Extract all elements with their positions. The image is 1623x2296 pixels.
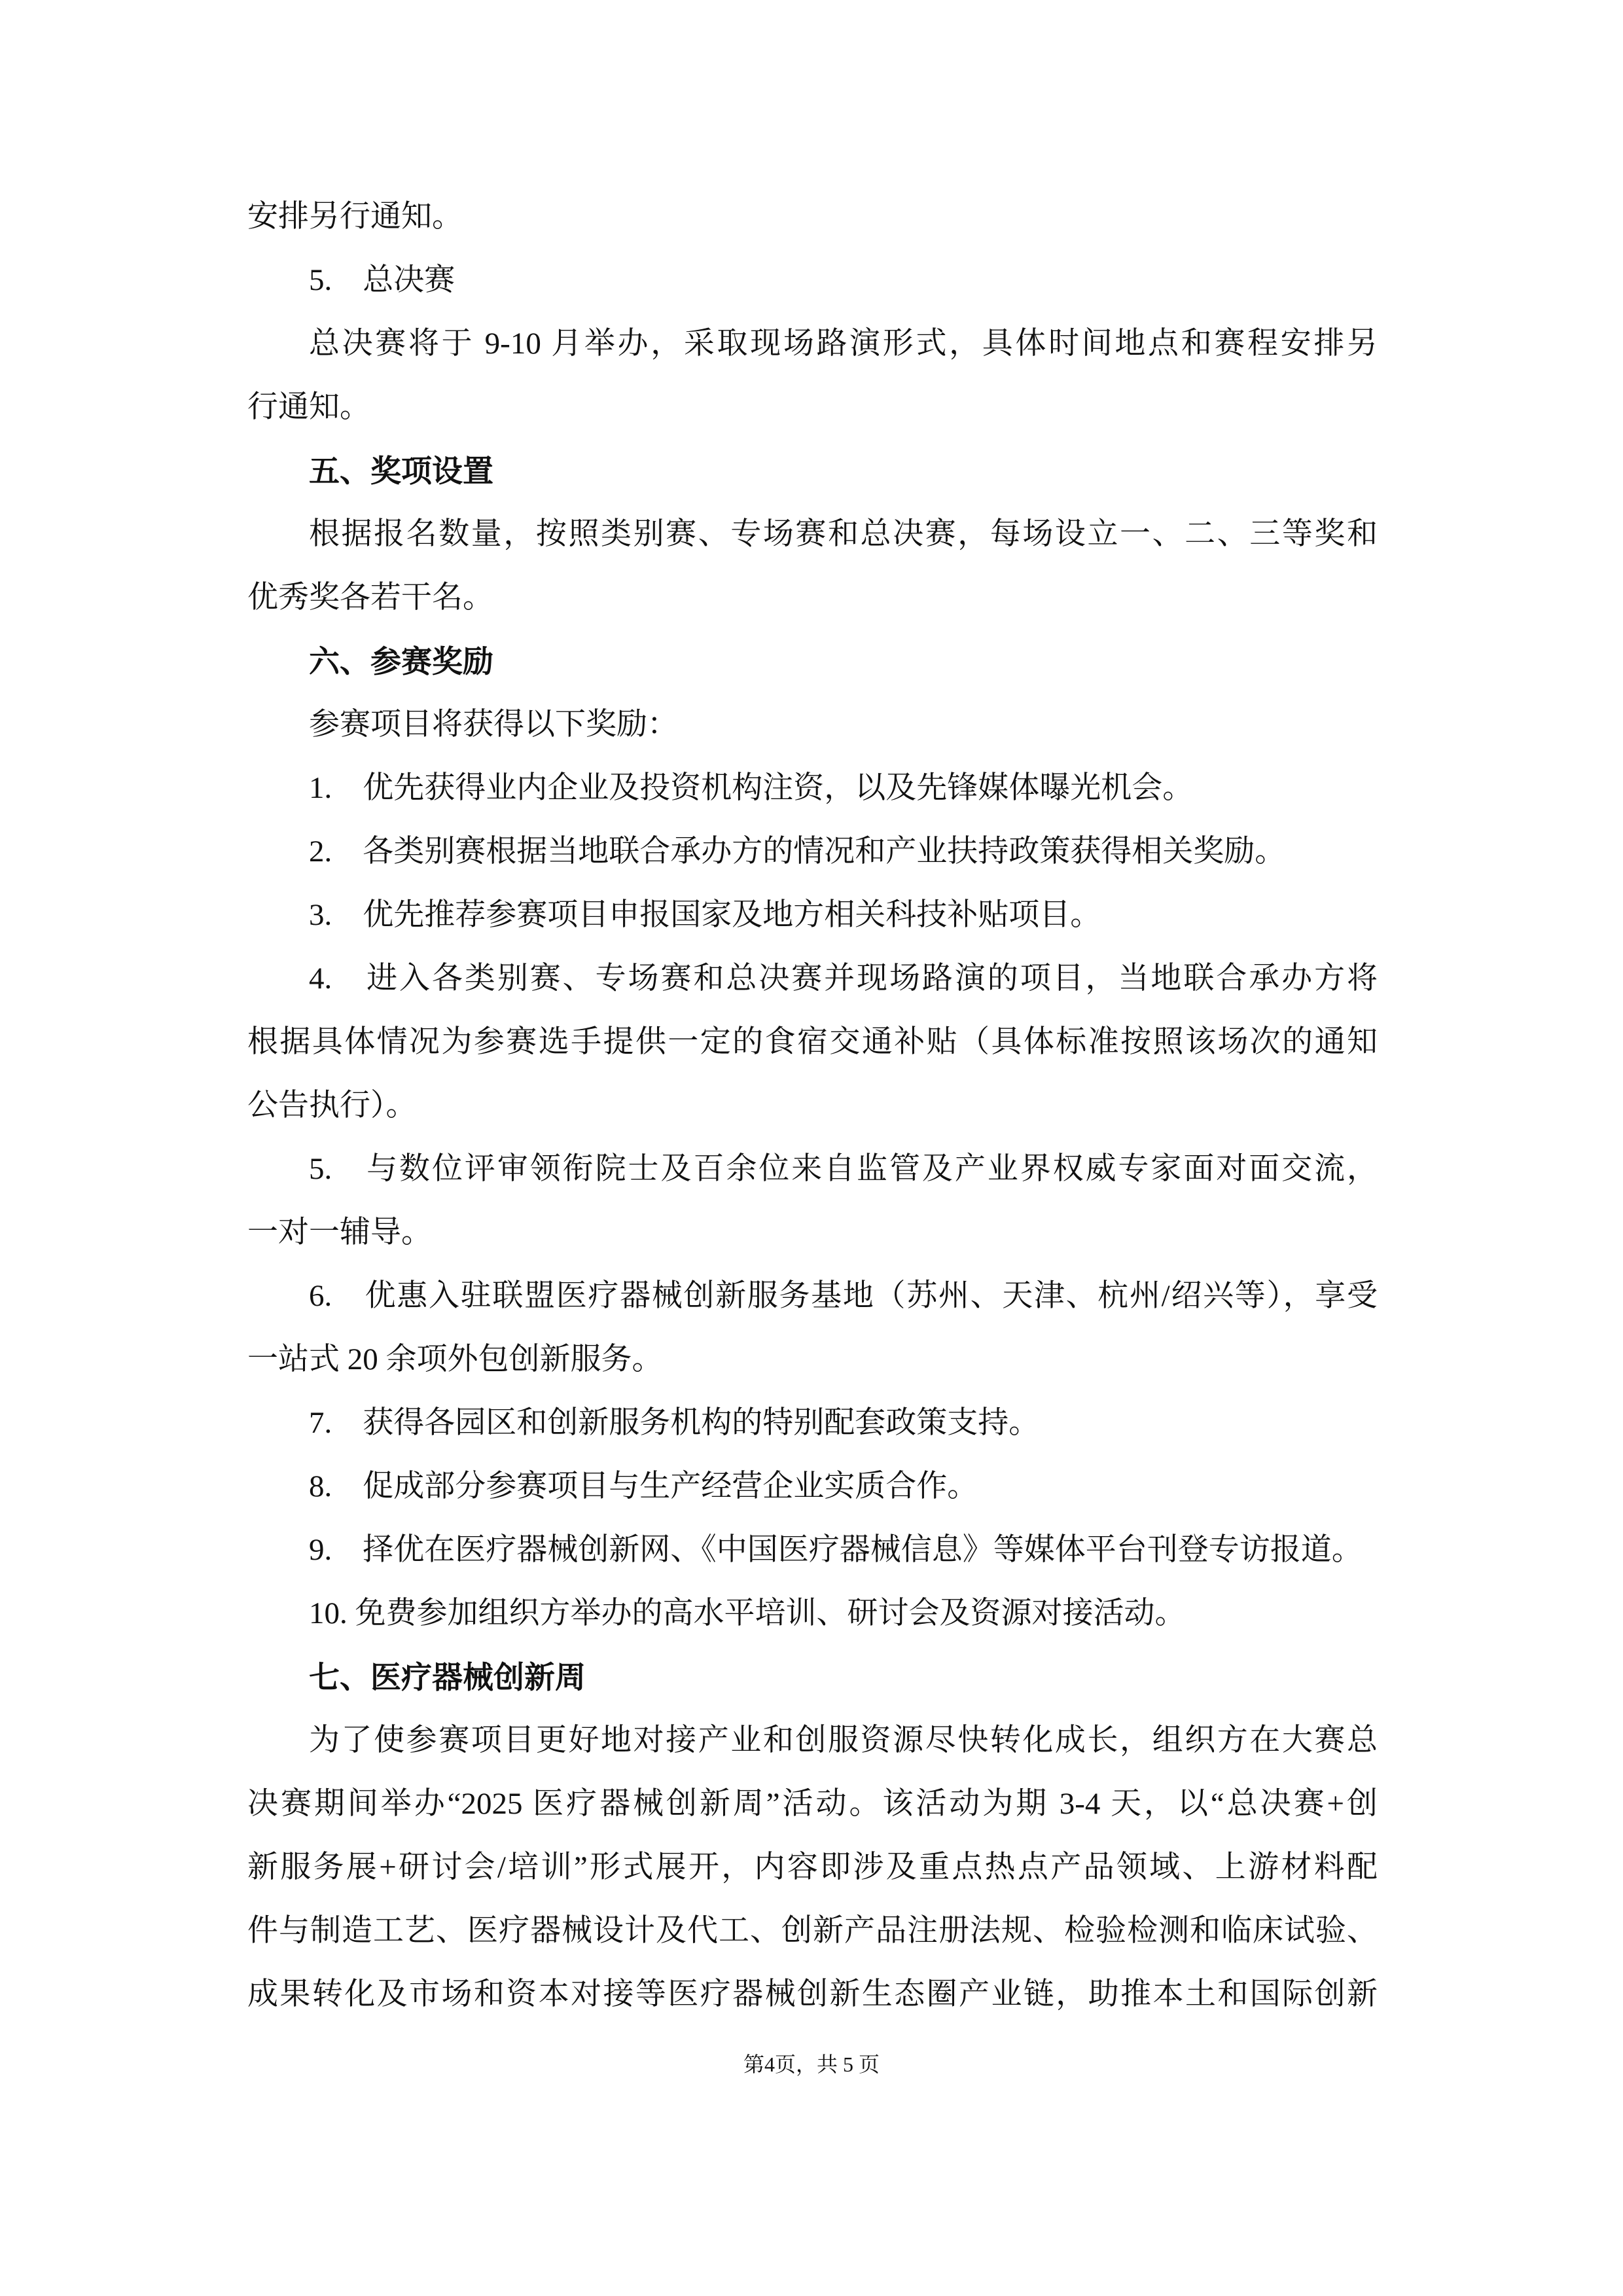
list-item-5: 5. 与数位评审领衔院士及百余位来自监管及产业界权威专家面对面交流， — [309, 1152, 1378, 1186]
list-item-6: 6. 优惠入驻联盟医疗器械创新服务基地（苏州、天津、杭州/绍兴等），享受 — [309, 1279, 1378, 1313]
list-item-1: 1. 优先获得业内企业及投资机构注资，以及先锋媒体曝光机会。 — [309, 771, 1194, 805]
list-item-10: 10. 免费参加组织方举办的高水平培训、研讨会及资源对接活动。 — [309, 1596, 1186, 1630]
list-item-8: 8. 促成部分参赛项目与生产经营企业实质合作。 — [309, 1469, 978, 1503]
paragraph-line: 根据报名数量，按照类别赛、专场赛和总决赛，每场设立一、二、三等奖和 — [309, 517, 1378, 551]
list-item-finals: 5. 总决赛 — [309, 263, 455, 297]
paragraph-line: 决赛期间举办“2025 医疗器械创新周”活动。该活动为期 3-4 天，以“总决赛+创 — [247, 1787, 1378, 1821]
section-heading-awards-setup: 五、奖项设置 — [309, 454, 493, 488]
list-item-2: 2. 各类别赛根据当地联合承办方的情况和产业扶持政策获得相关奖励。 — [309, 834, 1286, 869]
section-heading-innovation-week: 七、医疗器械创新周 — [309, 1660, 586, 1695]
page-number-footer: 第4页，共 5 页 — [743, 2053, 880, 2076]
section-heading-participation-rewards: 六、参赛奖励 — [309, 644, 493, 679]
list-item-3: 3. 优先推荐参赛项目申报国家及地方相关科技补贴项目。 — [309, 898, 1101, 932]
paragraph-line: 新服务展+研讨会/培训”形式展开，内容即涉及重点热点产品领域、上游材料配 — [247, 1850, 1378, 1884]
paragraph-line: 一站式 20 余项外包创新服务。 — [247, 1342, 663, 1376]
paragraph-line: 总决赛将于 9-10 月举办，采取现场路演形式，具体时间地点和赛程安排另 — [309, 327, 1378, 361]
paragraph-line: 行通知。 — [247, 390, 370, 424]
paragraph-line: 一对一辅导。 — [247, 1215, 432, 1249]
page-body — [247, 185, 1378, 2026]
paragraph-line: 优秀奖各若干名。 — [247, 581, 493, 615]
list-item-9: 9. 择优在医疗器械创新网、《中国医疗器械信息》等媒体平台刊登专访报道。 — [309, 1533, 1363, 1567]
paragraph-line: 安排另行通知。 — [247, 200, 463, 234]
paragraph-line: 公告执行）。 — [247, 1088, 417, 1122]
list-item-4: 4. 进入各类别赛、专场赛和总决赛并现场路演的项目，当地联合承办方将 — [309, 961, 1378, 996]
paragraph-line: 参赛项目将获得以下奖励： — [309, 708, 678, 742]
paragraph-line: 件与制造工艺、医疗器械设计及代工、创新产品注册法规、检验检测和临床试验、 — [247, 1914, 1378, 1948]
list-item-7: 7. 获得各园区和创新服务机构的特别配套政策支持。 — [309, 1406, 1040, 1440]
paragraph-line: 成果转化及市场和资本对接等医疗器械创新生态圈产业链，助推本土和国际创新 — [247, 1977, 1378, 2011]
paragraph-line: 为了使参赛项目更好地对接产业和创服资源尽快转化成长，组织方在大赛总 — [309, 1723, 1378, 1757]
paragraph-line: 根据具体情况为参赛选手提供一定的食宿交通补贴（具体标准按照该场次的通知 — [247, 1025, 1378, 1059]
